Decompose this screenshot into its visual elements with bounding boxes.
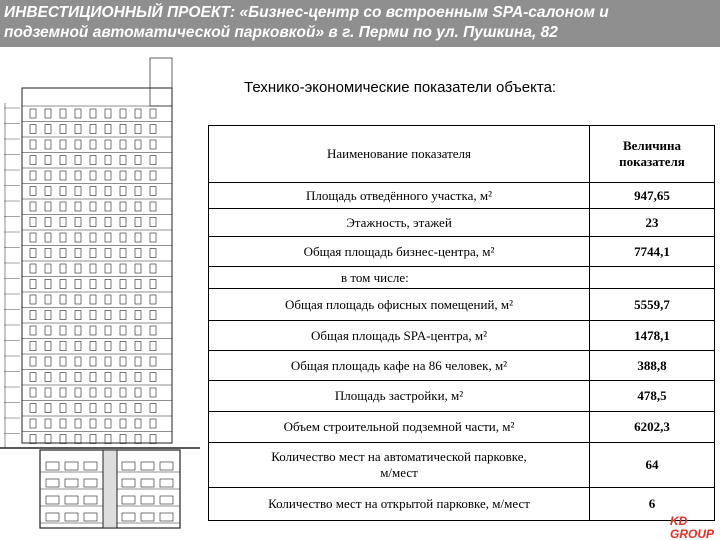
window [120,388,126,397]
window [90,404,96,413]
parked-car [160,513,173,521]
window [75,435,81,444]
indicator-name: Площадь застройки, м² [209,381,590,412]
window [150,249,156,258]
window [75,109,81,118]
indicator-value: 23 [590,209,715,237]
window [30,233,36,242]
indicator-name-line-2: м/мест [380,465,418,480]
window [150,109,156,118]
parked-car [84,479,97,487]
window [45,435,51,444]
window [120,435,126,444]
window [60,187,66,196]
window [45,264,51,273]
window [135,295,141,304]
window [135,125,141,134]
window [90,125,96,134]
window [90,295,96,304]
column-header-value-line-1: Величина [622,138,682,153]
table-row [209,443,715,488]
section-subtitle: Технико-экономические показатели объекта: [244,79,557,96]
window [45,280,51,289]
window [135,233,141,242]
window [90,280,96,289]
window [75,311,81,320]
window [30,249,36,258]
table-row [209,412,715,443]
indicator-name: Общая площадь SPA-центра, м² [209,321,590,351]
window [150,140,156,149]
window [120,280,126,289]
window [75,357,81,366]
window [30,404,36,413]
window [30,218,36,227]
indicator-name: Объем строительной подземной части, м² [209,412,590,443]
window [30,280,36,289]
window [45,171,51,180]
window [105,249,111,258]
window [30,357,36,366]
window [30,109,36,118]
window [105,171,111,180]
window [150,156,156,165]
window [120,357,126,366]
page-title [4,3,718,43]
window [30,311,36,320]
window [60,342,66,351]
window [120,373,126,382]
indicator-name: Общая площадь кафе на 86 человек, м² [209,351,590,381]
parked-car [46,496,59,504]
window [45,233,51,242]
parked-car [141,479,154,487]
window [30,156,36,165]
logo-line-2: GROUP [670,527,715,540]
window [60,233,66,242]
window [60,264,66,273]
parked-car [46,462,59,470]
window [120,125,126,134]
window [30,419,36,428]
window [90,419,96,428]
window [90,202,96,211]
parked-car [65,462,78,470]
window [120,326,126,335]
window [150,419,156,428]
window [150,171,156,180]
table-row [209,351,715,381]
table-row [209,289,715,321]
window [60,311,66,320]
window [90,140,96,149]
window [120,249,126,258]
window [75,295,81,304]
window [90,233,96,242]
window [75,404,81,413]
window [30,342,36,351]
indicator-name: Количество мест на открытой парковке, м/мест [209,488,590,521]
window [105,435,111,444]
window [150,388,156,397]
parked-car [84,462,97,470]
window [75,249,81,258]
parked-car [122,479,135,487]
window [120,156,126,165]
subgroup-row [209,267,715,289]
parked-car [160,462,173,470]
window [45,187,51,196]
window [135,109,141,118]
parked-car [122,496,135,504]
window [60,373,66,382]
window [135,388,141,397]
window [135,156,141,165]
window [45,419,51,428]
window [45,295,51,304]
window [105,109,111,118]
window [105,218,111,227]
tower-mast [150,58,172,106]
window [120,264,126,273]
window [90,311,96,320]
column-header-name: Наименование показателя [209,126,590,183]
column-header-value [590,126,715,183]
window [150,295,156,304]
window [60,357,66,366]
indicator-value: 947,65 [590,183,715,209]
window [120,419,126,428]
window [120,218,126,227]
window [150,280,156,289]
window [90,171,96,180]
window [105,280,111,289]
window [120,187,126,196]
parked-car [141,513,154,521]
window [45,156,51,165]
window [30,435,36,444]
indicator-name: Этажность, этажей [209,209,590,237]
window [60,295,66,304]
window [75,233,81,242]
table-header-row [209,126,715,183]
indicators-table [208,125,715,521]
window [105,357,111,366]
window [120,109,126,118]
indicator-name-line-1: Количество мест на автоматической парковке, [271,449,527,464]
indicator-name: Общая площадь бизнес-центра, м² [209,237,590,267]
window [45,311,51,320]
window [60,109,66,118]
window [60,171,66,180]
window [135,140,141,149]
window [30,202,36,211]
window [90,435,96,444]
subgroup-label: в том числе: [209,267,590,289]
parked-car [122,513,135,521]
kd-group-logo [668,514,720,540]
window [135,357,141,366]
parked-car [46,479,59,487]
window [30,171,36,180]
window [105,373,111,382]
window [105,326,111,335]
window [90,373,96,382]
window [150,187,156,196]
window [120,233,126,242]
window [45,140,51,149]
window [135,249,141,258]
window [135,404,141,413]
window [60,202,66,211]
window [105,202,111,211]
window [30,295,36,304]
window [60,280,66,289]
parked-car [160,496,173,504]
window [150,311,156,320]
window [60,404,66,413]
window [105,233,111,242]
window [150,404,156,413]
window [135,373,141,382]
window [75,326,81,335]
window [30,125,36,134]
window [75,187,81,196]
window [45,125,51,134]
window [90,218,96,227]
window [105,404,111,413]
window [75,264,81,273]
window [120,311,126,320]
window [150,125,156,134]
window [75,140,81,149]
title-banner [0,0,720,47]
indicator-value: 478,5 [590,381,715,412]
parked-car [141,496,154,504]
indicator-name: Площадь отведённого участка, м² [209,183,590,209]
table-row [209,183,715,209]
window [30,388,36,397]
window [135,342,141,351]
window [45,373,51,382]
window [30,187,36,196]
window [60,435,66,444]
window [75,125,81,134]
window [105,187,111,196]
window [120,171,126,180]
window [45,326,51,335]
window [105,295,111,304]
window [105,311,111,320]
window [105,140,111,149]
window [30,373,36,382]
window [135,419,141,428]
building-section-drawing [0,48,200,540]
indicator-value: 5559,7 [590,289,715,321]
window [60,218,66,227]
window [150,373,156,382]
window [135,187,141,196]
window [60,125,66,134]
window [105,388,111,397]
window [45,109,51,118]
window [135,171,141,180]
window [120,295,126,304]
parked-car [160,479,173,487]
window [90,109,96,118]
window [150,342,156,351]
window [45,357,51,366]
window [135,326,141,335]
window [105,264,111,273]
building-facade [22,88,172,443]
window [120,404,126,413]
table-row [209,209,715,237]
indicator-value: 7744,1 [590,237,715,267]
window [75,342,81,351]
window [45,249,51,258]
window [75,218,81,227]
window [90,357,96,366]
page-title-line-1: ИНВЕСТИЦИОННЫЙ ПРОЕКТ: «Бизнес-центр со встроенным SPA-салоном и [4,4,609,21]
window [45,218,51,227]
window [60,419,66,428]
window [105,342,111,351]
logo-line-1: KD [670,514,688,528]
table-row [209,381,715,412]
window [75,156,81,165]
indicator-value: 6202,3 [590,412,715,443]
window [45,388,51,397]
indicator-name [209,443,590,488]
window [105,156,111,165]
parked-car [84,513,97,521]
window [150,435,156,444]
window [30,326,36,335]
window [135,311,141,320]
window [90,249,96,258]
lift-shaft [103,450,117,528]
indicator-value: 6 [590,488,715,521]
window [150,326,156,335]
window [75,171,81,180]
table-row [209,321,715,351]
window [150,264,156,273]
page-title-line-2: подземной автоматической парковкой» в г. Перми по ул. Пушкина, 82 [4,24,558,41]
window [30,140,36,149]
window [75,388,81,397]
table-row [209,237,715,267]
window [150,218,156,227]
window [120,342,126,351]
window [60,388,66,397]
window [90,187,96,196]
window [60,140,66,149]
indicator-value: 388,8 [590,351,715,381]
subgroup-empty-cell [590,267,715,289]
window [60,249,66,258]
window [135,202,141,211]
window [60,326,66,335]
window [150,357,156,366]
window [90,388,96,397]
window [75,202,81,211]
window [75,373,81,382]
parked-car [65,496,78,504]
parked-car [65,479,78,487]
window [135,435,141,444]
window [135,218,141,227]
parked-car [122,462,135,470]
parked-car [46,513,59,521]
window [45,404,51,413]
window [135,280,141,289]
window [150,202,156,211]
window [90,264,96,273]
window [45,342,51,351]
window [90,326,96,335]
parked-car [65,513,78,521]
window [105,125,111,134]
window [45,202,51,211]
window [120,140,126,149]
window [90,156,96,165]
table-row [209,488,715,521]
window [90,342,96,351]
indicator-name: Общая площадь офисных помещений, м² [209,289,590,321]
window [105,419,111,428]
window [30,264,36,273]
window [75,280,81,289]
parked-car [84,496,97,504]
window [120,202,126,211]
indicator-value: 64 [590,443,715,488]
indicator-value: 1478,1 [590,321,715,351]
parked-car [141,462,154,470]
window [60,156,66,165]
window [135,264,141,273]
window [75,419,81,428]
column-header-value-line-2: показателя [619,154,685,169]
window [150,233,156,242]
